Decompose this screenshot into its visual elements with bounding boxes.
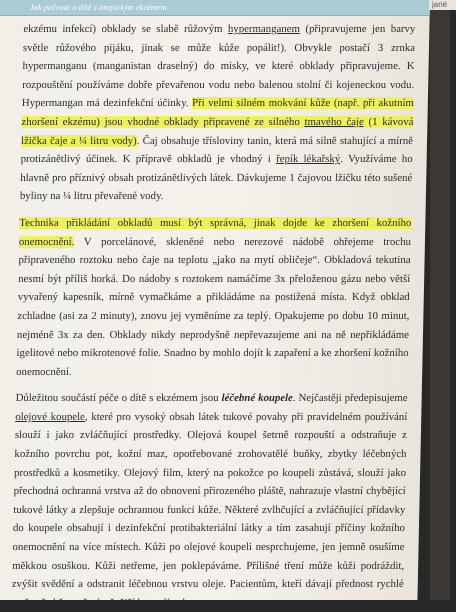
text-run: . Čaj obsahuje třísloviny tanin, která má silně stahující a mírně protizánětlivý účinek. K přípravě obkladů je vhodný i — [20, 134, 414, 166]
page-gutter — [430, 0, 450, 600]
text-run: ekzému infekcí) obklady se slabě růžovým — [23, 23, 229, 35]
text-run: . Nejčastěji předepisujeme — [292, 392, 408, 405]
text-run: Důležitou součástí péče o dítě s ekzémem jsou — [15, 392, 222, 405]
highlighted-underlined-term: tmavého čaje — [304, 115, 364, 128]
text-run: (připravujeme jen barvy světle růžového pijáku, jinak se může kůže popálit!). Obvykle postačí 3 zrnka hypermanganu (manganistan draselný) do misky, ve které obklady připravujeme. K rozpouštění používáme dobře převařenou vodu nebo balenou stolní či kojeneckou vodu. Hypermangan má dezinfekční účinky. — [21, 23, 416, 110]
emphasized-term: léčebné koupele — [221, 392, 294, 405]
running-header — [0, 0, 430, 16]
paragraph-baths — [11, 389, 408, 612]
underlined-term: řepík lékařský — [276, 153, 341, 166]
underlined-term: hypermanganem — [227, 23, 301, 35]
header-rule — [0, 15, 430, 16]
highlighted-text: Technika přikládání obkladů musí být správná, jinak dojde ke zhoršení kožního onemocnění. — [18, 216, 412, 248]
text-run: , které pro vysoký obsah látek tukové povahy při pravidelném používání slouží i jako zvláčňující prostředky. Olejová koupel šetrně rozpouští a odstraňuje z kožního povrchu pot, kožní maz, opotřebované zrohovatělé buňky, zbytky léčebných prostředků a kosmetiky. Olejový film, který na pokožce po koupeli zůstává, slouží jako přechodná ochranná vrstva až do obnovení přirozeného pláště, nahrazuje vlastní chybějící tukové látky a zlepšuje ochrannou funkci kůže. Některé zvlhčující a zvláčňující přídavky do koupele obsahují i dezinfekční protibakteriální látky a tím zasahují příčiny kožního onemocnění na více místech. Kůži po olejové koupeli nesprchujeme, jen jemně osušíme měkkou osuškou. Kůži netřeme, jen poklepáváme. Přílišné tření může kůži podráždit, zvýšit svědění a odstranit léčebnou vrstvu oleje. Pacientům, kteří dávají přednost rychlé sprše před časově náročnější koupelí nebo — [11, 410, 408, 609]
highlighted-text: (1 kávová lžička čaje a ¼ litru vody) — [20, 115, 414, 147]
text-run: V porcelánové, skleněné nebo nerezové nádobě ohřejeme trochu připraveného roztoku nebo čaje na teplotu „jako na mytí obličeje“. Obkladová tekutina nesmí být příliš horká. Do nádoby s roztokem namáčíme 3x přeloženou gázu nebo větší vyvařený kapesník, mírně vymačkáme a přikládáme na postižená místa. Když obklad zchladne (asi za 2 minuty), znovu jej vyměníme za teplý. Opakujeme po dobu 10 minut, nejméně 3x za den. Obklady nikdy neprodyšně nepřevazujeme ani na ně nepřikládáme igelitové nebo mikrotenové folie. Snadno by mohlo dojít k zapaření a ke zhoršení kožního onemocnění. — [16, 235, 412, 378]
paragraph-technique — [16, 214, 412, 381]
text-body — [11, 20, 415, 612]
text-run: . Využíváme ho hlavně pro příznivý obsah protizánětlivých látek. Dávkujeme 1 čajovou lžičku této sušené byliny na ¼ litru převařené vody. — [19, 153, 413, 203]
next-page-tab: jané — [429, 0, 456, 10]
underlined-term: olejové koupele — [15, 410, 86, 423]
highlighted-text: Při velmi silném mokvání kůže (např. při akutním zhoršení ekzému) jsou vhodné obklady připravené ze silného — [21, 97, 414, 128]
paragraph-hypermangan — [20, 20, 416, 206]
header-title: Jak pečovat o dítě s atopickým ekzémem — [29, 2, 167, 12]
